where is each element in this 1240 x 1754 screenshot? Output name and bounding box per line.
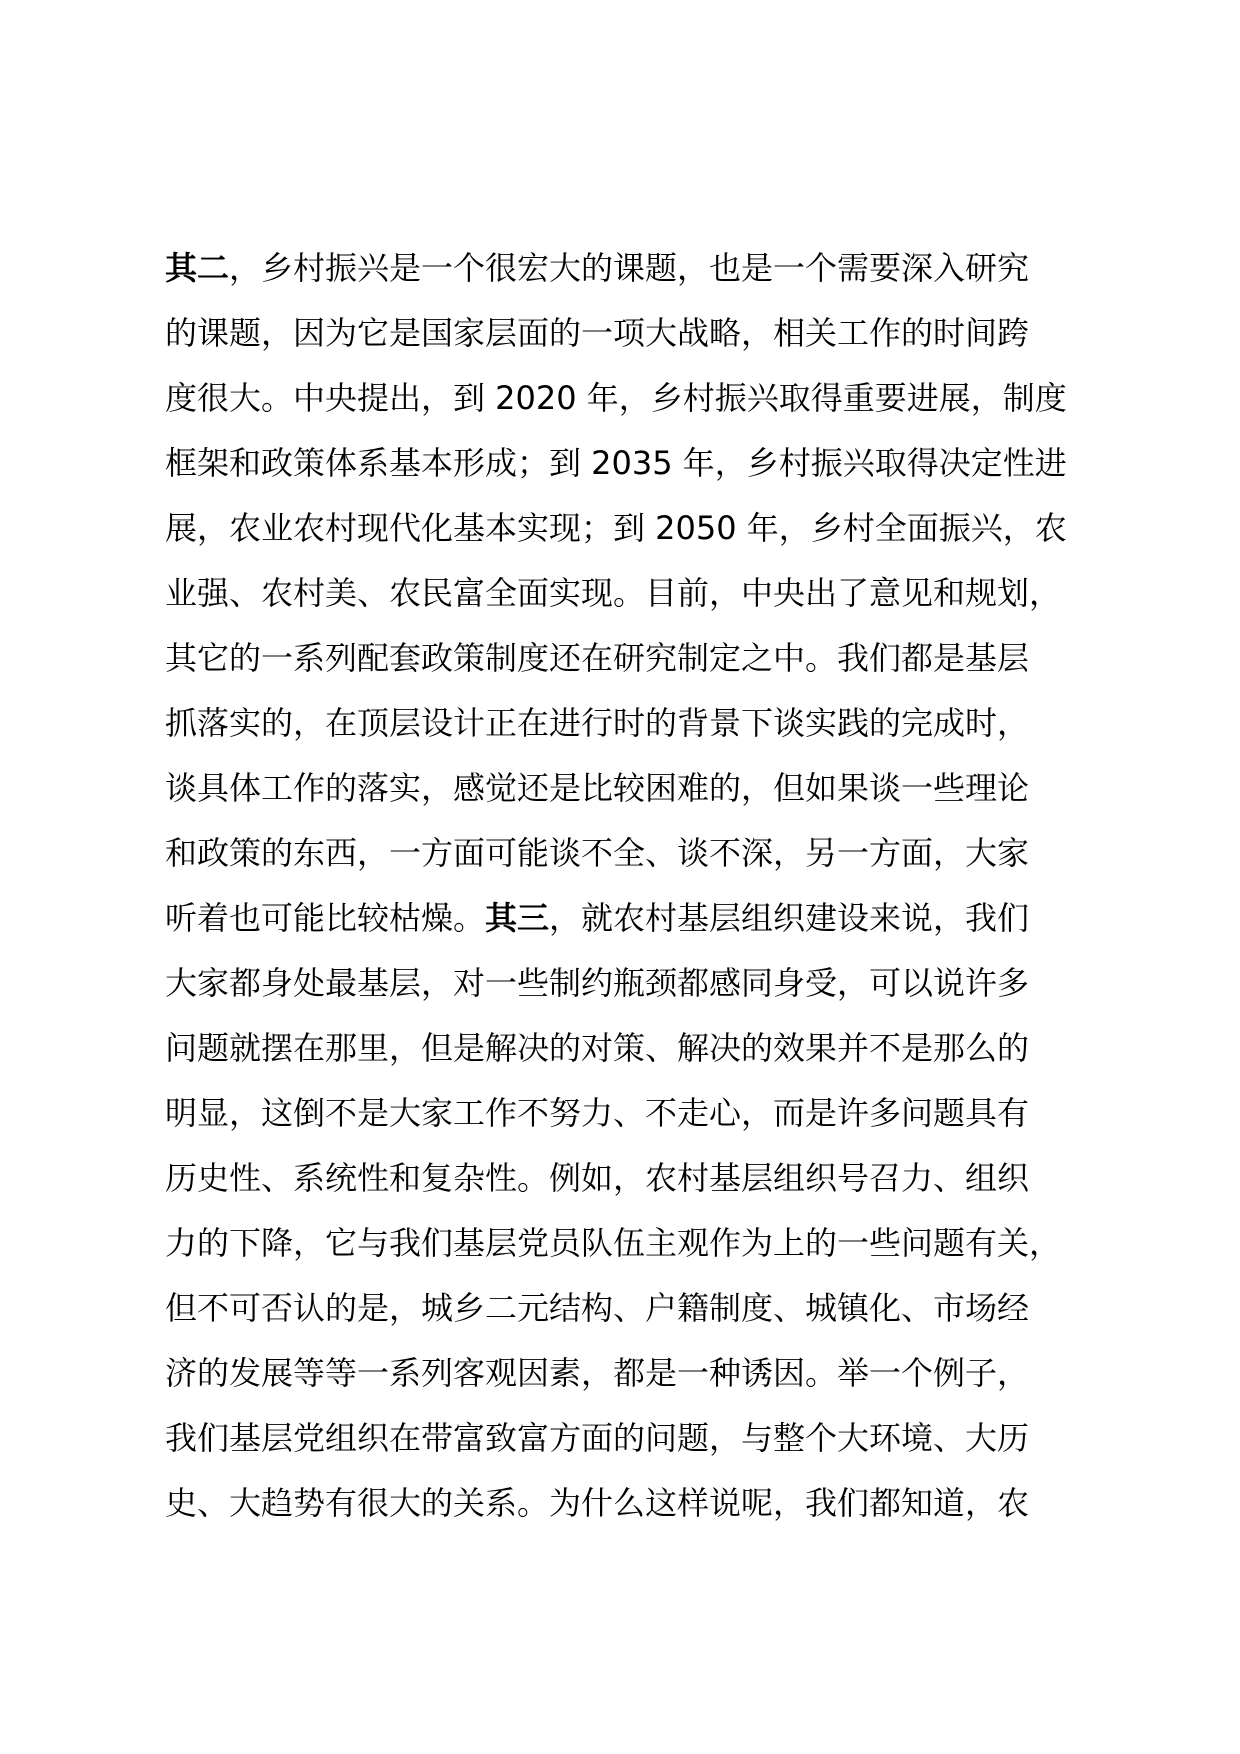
text-line	[165, 496, 1125, 561]
text-line	[165, 626, 1125, 691]
text-line	[165, 431, 1125, 496]
line-text: 史、大趋势有很大的关系。为什么这样说呢，我们都知道，农	[165, 1484, 1030, 1522]
text-line	[165, 1016, 1125, 1081]
text-line	[165, 1211, 1125, 1276]
line-text: 济的发展等等一系列客观因素，都是一种诱因。举一个例子，	[165, 1354, 1030, 1392]
line-text: 的课题，因为它是国家层面的一项大战略，相关工作的时间跨	[165, 314, 1030, 352]
text-line	[165, 951, 1125, 1016]
text-line	[165, 1471, 1125, 1536]
line-text: 度很大。中央提出，到 2020 年，乡村振兴取得重要进展，制度	[165, 379, 1067, 417]
line-text: 但不可否认的是，城乡二元结构、户籍制度、城镇化、市场经	[165, 1289, 1030, 1327]
line-text: 业强、农村美、农民富全面实现。目前，中央出了意见和规划，	[165, 574, 1062, 612]
text-line	[165, 1406, 1125, 1471]
line-text: 我们基层党组织在带富致富方面的问题，与整个大环境、大历	[165, 1419, 1030, 1457]
text-line	[165, 561, 1125, 626]
line-text: 其它的一系列配套政策制度还在研究制定之中。我们都是基层	[165, 639, 1030, 677]
text-line	[165, 301, 1125, 366]
section-marker: 其三	[485, 899, 550, 937]
line-text: 和政策的东西，一方面可能谈不全、谈不深，另一方面，大家	[165, 834, 1030, 872]
line-text: ，乡村振兴是一个很宏大的课题，也是一个需要深入研究	[229, 249, 1030, 287]
text-line	[165, 366, 1125, 431]
text-line	[165, 236, 1125, 301]
text-line	[165, 1341, 1125, 1406]
text-line	[165, 691, 1125, 756]
line-text: 展，农业农村现代化基本实现；到 2050 年，乡村全面振兴，农	[165, 509, 1067, 547]
section-marker: 其二	[165, 249, 230, 287]
line-text: 明显，这倒不是大家工作不努力、不走心，而是许多问题具有	[165, 1094, 1030, 1132]
body-paragraph	[165, 236, 1125, 1536]
text-line	[165, 1276, 1125, 1341]
line-text: 框架和政策体系基本形成；到 2035 年，乡村振兴取得决定性进	[165, 444, 1067, 482]
text-line	[165, 1081, 1125, 1146]
line-text-tail: ，就农村基层组织建设来说，我们	[549, 899, 1030, 937]
line-text: 大家都身处最基层，对一些制约瓶颈都感同身受，可以说许多	[165, 964, 1030, 1002]
line-text: 抓落实的，在顶层设计正在进行时的背景下谈实践的完成时，	[165, 704, 1030, 742]
text-line	[165, 821, 1125, 886]
line-text: 谈具体工作的落实，感觉还是比较困难的，但如果谈一些理论	[165, 769, 1030, 807]
text-line	[165, 756, 1125, 821]
line-text: 问题就摆在那里，但是解决的对策、解决的效果并不是那么的	[165, 1029, 1030, 1067]
text-line	[165, 886, 1125, 951]
line-text: 力的下降，它与我们基层党员队伍主观作为上的一些问题有关，	[165, 1224, 1062, 1262]
line-text: 历史性、系统性和复杂性。例如，农村基层组织号召力、组织	[165, 1159, 1030, 1197]
line-text: 听着也可能比较枯燥。	[165, 899, 486, 937]
text-line	[165, 1146, 1125, 1211]
